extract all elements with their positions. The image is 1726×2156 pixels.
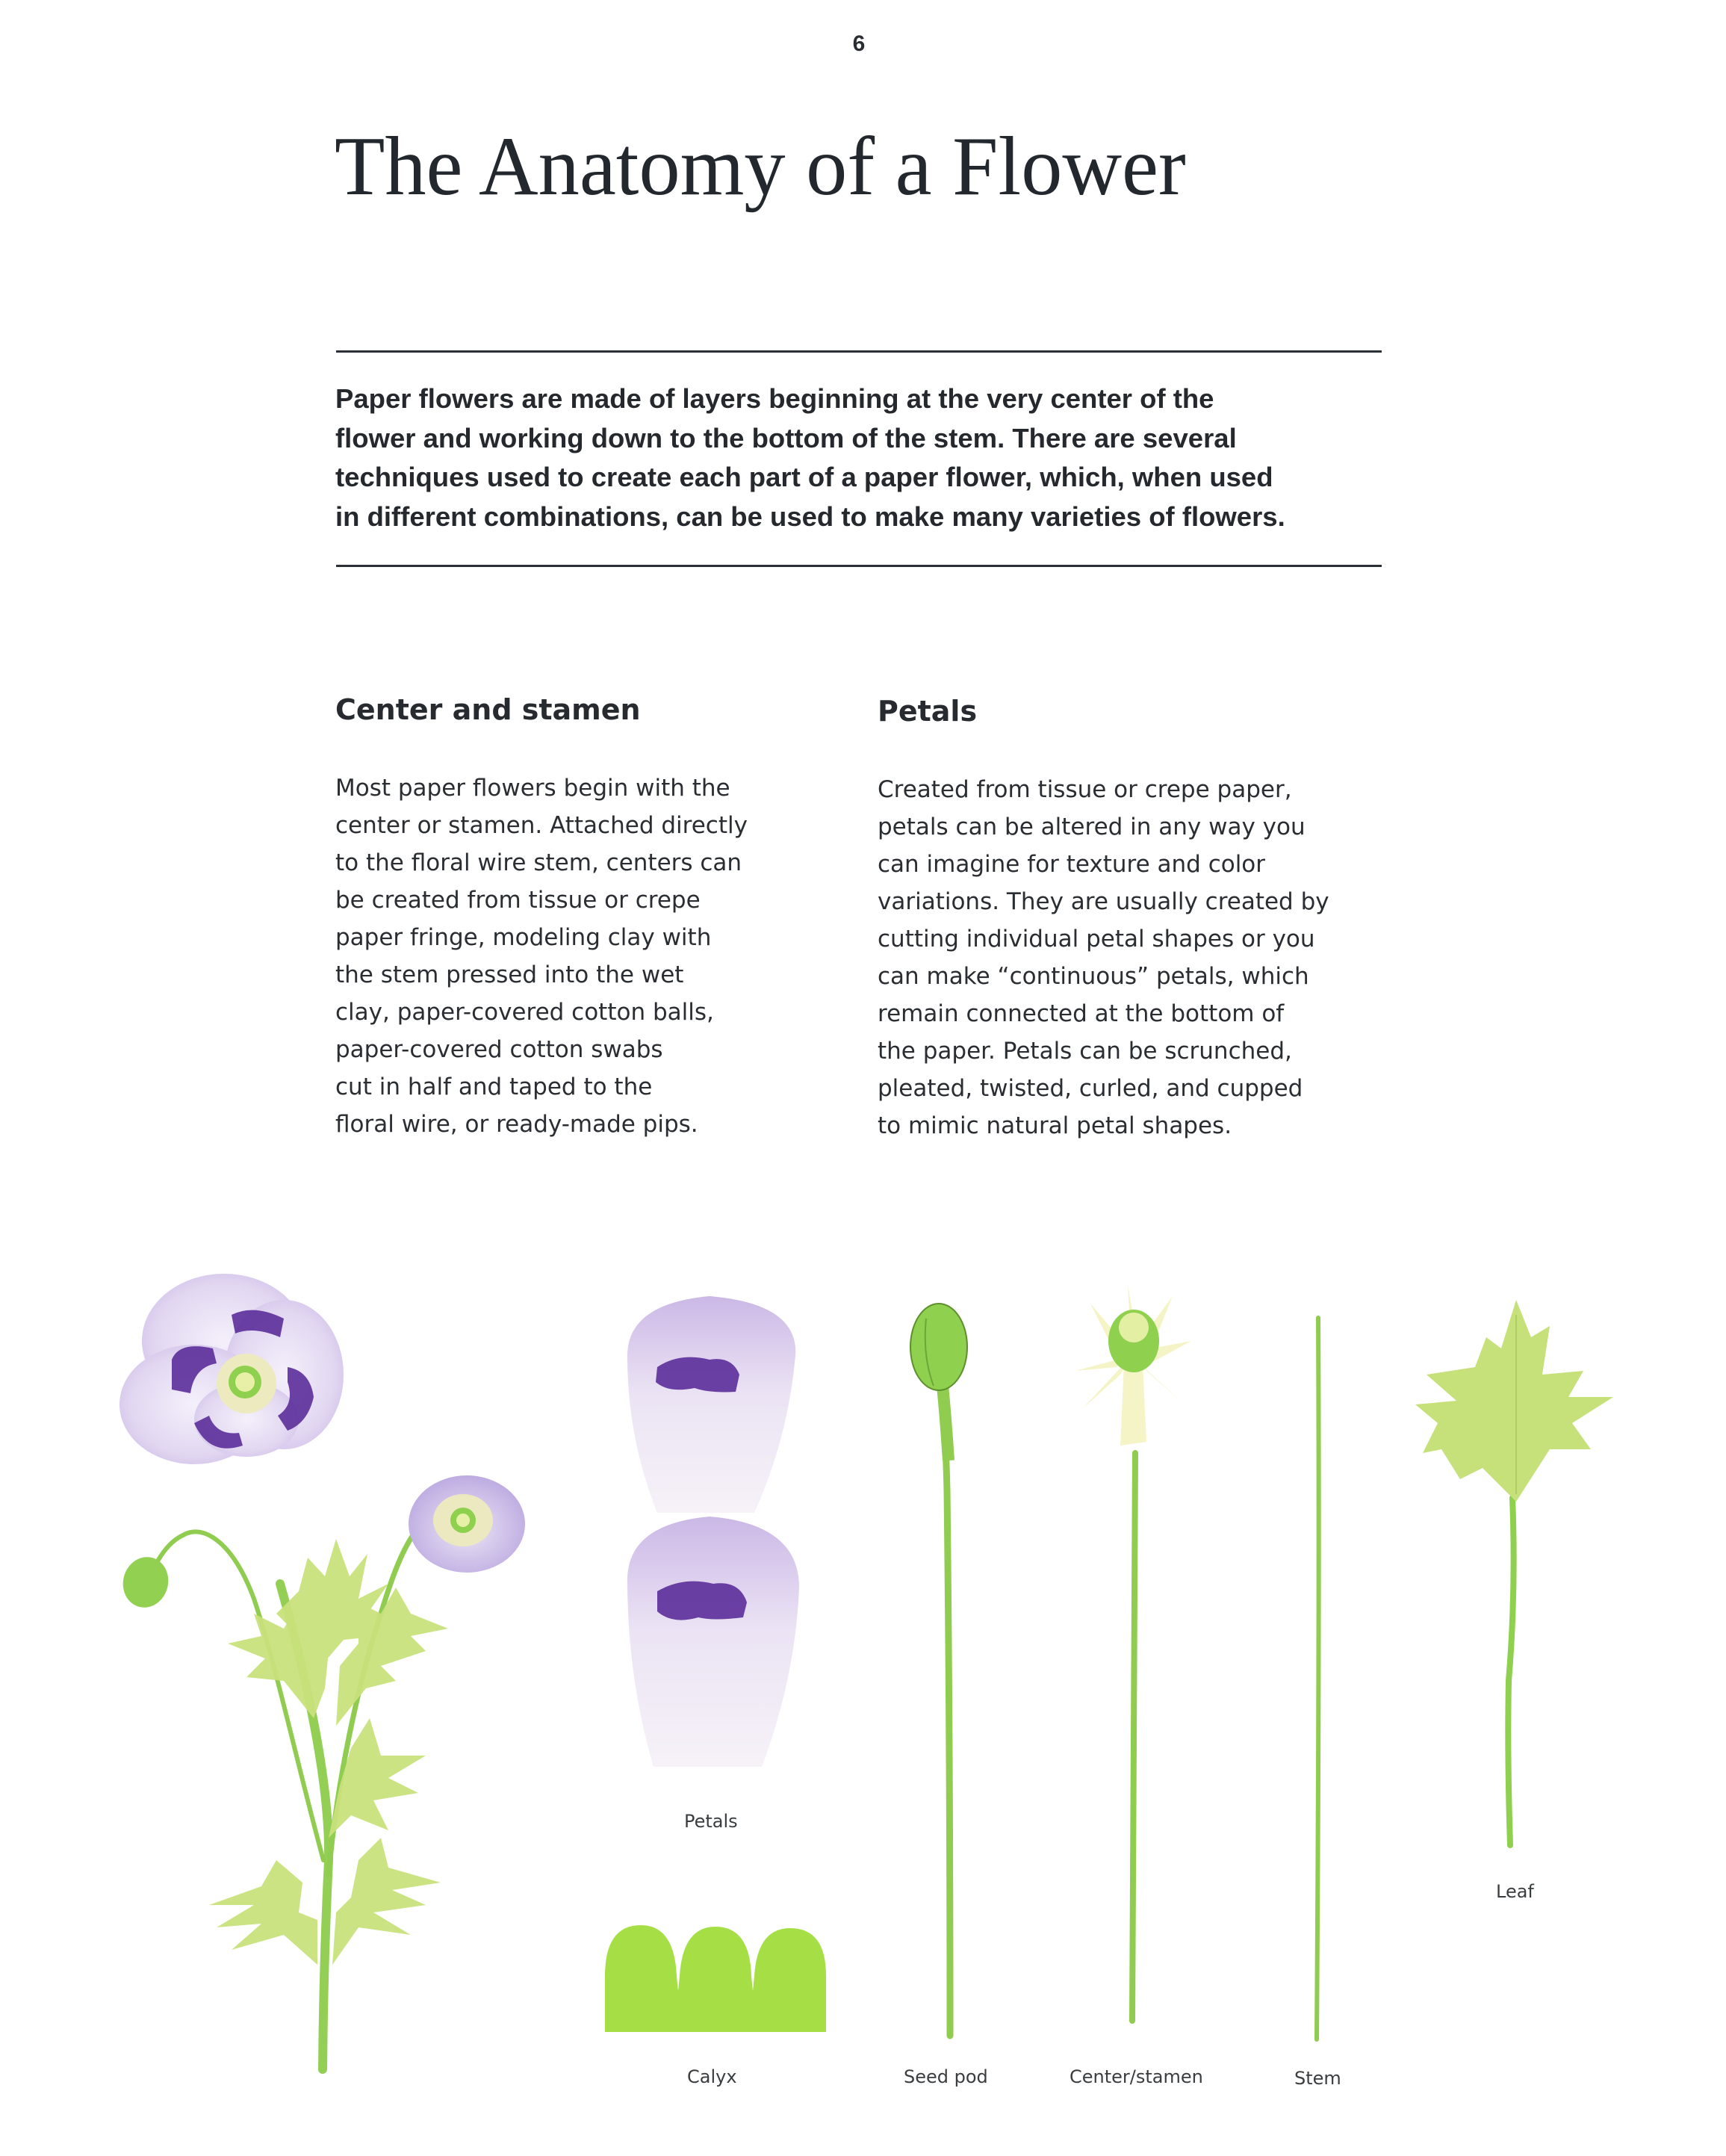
body-line: Most paper flowers begin with the [335, 775, 730, 802]
body-line: cut in half and taped to the [335, 1074, 653, 1100]
seed-pod-illustration [896, 1296, 986, 2043]
poppy-bud [117, 1552, 174, 1612]
body-line: can make “continuous” petals, which [878, 963, 1309, 990]
intro-line: Paper flowers are made of layers beginning at the very center of the [335, 383, 1214, 414]
calyx-illustration [603, 1924, 828, 2034]
body-line: to the floral wire stem, centers can [335, 849, 742, 876]
body-line: remain connected at the bottom of [878, 1000, 1285, 1027]
label-stem: Stem [1294, 2068, 1341, 2089]
body-line: be created from tissue or crepe [335, 887, 701, 914]
petals-illustration [612, 1289, 814, 1782]
petal-top [627, 1296, 795, 1513]
body-line: cutting individual petal shapes or you [878, 926, 1315, 952]
half-open-poppy-flower [409, 1475, 525, 1573]
body-line: pleated, twisted, curled, and cupped [878, 1075, 1303, 1102]
body-line: the paper. Petals can be scrunched, [878, 1038, 1292, 1065]
open-poppy-flower [119, 1274, 344, 1464]
label-seed-pod: Seed pod [904, 2066, 988, 2087]
body-line: floral wire, or ready-made pips. [335, 1111, 698, 1138]
page-title: The Anatomy of a Flower [335, 120, 1186, 213]
body-line: center or stamen. Attached directly [335, 812, 748, 839]
label-calyx: Calyx [687, 2066, 737, 2087]
intro-line: in different combinations, can be used to make many varieties of flowers. [335, 501, 1285, 532]
body-line: the stem pressed into the wet [335, 961, 684, 988]
leaf-illustration [1404, 1292, 1621, 1860]
poppy-plant-illustration [112, 1263, 530, 2084]
body-line: paper fringe, modeling clay with [335, 924, 712, 951]
body-line: clay, paper-covered cotton balls, [335, 999, 714, 1026]
section-heading-petals: Petals [878, 695, 978, 728]
body-line: petals can be altered in any way you [878, 814, 1306, 840]
body-line: Created from tissue or crepe paper, [878, 776, 1292, 803]
body-line: variations. They are usually created by [878, 888, 1329, 915]
label-center-stamen: Center/stamen [1070, 2066, 1203, 2087]
page-number: 6 [852, 31, 866, 56]
stem-illustration [1303, 1315, 1333, 2047]
center-stamen-illustration [1068, 1281, 1195, 2028]
label-petals: Petals [684, 1811, 738, 1832]
body-line: can imagine for texture and color [878, 851, 1266, 878]
section-heading-center-stamen: Center and stamen [335, 693, 641, 726]
body-line: to mimic natural petal shapes. [878, 1112, 1232, 1139]
intro-line: techniques used to create each part of a paper flower, which, when used [335, 462, 1273, 492]
label-leaf: Leaf [1496, 1881, 1534, 1902]
intro-line: flower and working down to the bottom of the stem. There are several [335, 422, 1237, 453]
body-line: paper-covered cotton swabs [335, 1036, 663, 1063]
petal-bottom [627, 1517, 799, 1767]
